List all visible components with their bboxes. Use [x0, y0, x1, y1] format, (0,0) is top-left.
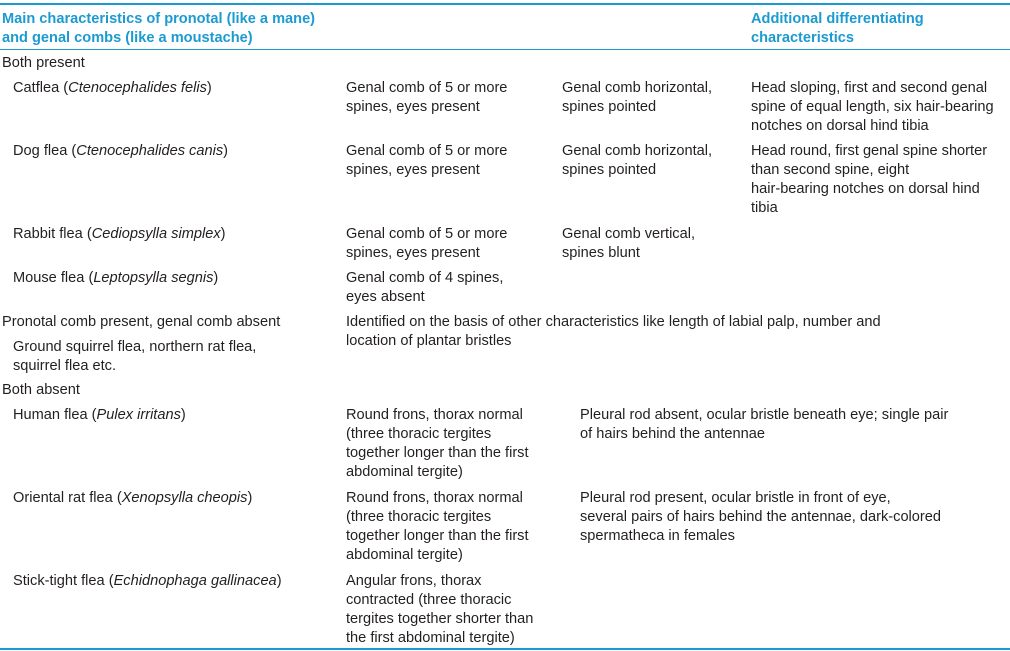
row-stickflea-name: Stick-tight flea (Echidnophaga gallinacea): [13, 573, 282, 589]
row-rabbitflea-name: Rabbit flea (Cediopsylla simplex): [13, 226, 226, 242]
row-mouseflea-col2: eyes absent: [346, 289, 425, 305]
row-ratflea-name: Oriental rat flea (Xenopsylla cheopis): [13, 490, 253, 506]
row-ratflea-col2: Round frons, thorax normal: [346, 490, 523, 506]
row-catflea-col4: Head sloping, first and second genal: [751, 80, 988, 96]
row-catflea-col2: Genal comb of 5 or more: [346, 80, 508, 96]
row-pronotal-name: squirrel flea etc.: [13, 358, 117, 374]
row-humanflea-col2: together longer than the first: [346, 445, 529, 461]
row-stickflea-col2: the first abdominal tergite): [346, 630, 515, 646]
header-col1-line1: Main characteristics of pronotal (like a mane): [2, 11, 316, 27]
row-pronotal-col2: location of plantar bristles: [346, 333, 512, 349]
scientific-name: Xenopsylla cheopis: [121, 490, 248, 506]
row-dogflea-col4: hair-bearing notches on dorsal hind: [751, 181, 980, 197]
row-catflea-col2: spines, eyes present: [346, 99, 480, 115]
row-ratflea-col3: Pleural rod present, ocular bristle in front of eye,: [580, 490, 891, 506]
row-dogflea-col4: Head round, first genal spine shorter: [751, 143, 988, 159]
row-stickflea-col2: tergites together shorter than: [346, 611, 534, 627]
row-ratflea-col2: abdominal tergite): [346, 547, 463, 563]
top-rule: [0, 3, 1010, 5]
row-humanflea-col3: Pleural rod absent, ocular bristle beneath eye; single pair: [580, 407, 949, 423]
scientific-name: Leptopsylla segnis: [93, 270, 214, 286]
row-catflea-col4: notches on dorsal hind tibia: [751, 118, 929, 134]
row-dogflea-col2: spines, eyes present: [346, 162, 480, 178]
row-humanflea-col2: abdominal tergite): [346, 464, 463, 480]
group-both-absent: Both absent: [2, 382, 80, 398]
row-mouseflea-name: Mouse flea (Leptopsylla segnis): [13, 270, 219, 286]
header-col1-line2: and genal combs (like a moustache): [2, 30, 253, 46]
header-col4-line1: Additional differentiating: [751, 11, 924, 27]
scientific-name: Ctenocephalides canis: [76, 143, 224, 159]
bottom-rule: [0, 648, 1010, 650]
row-humanflea-col3: of hairs behind the antennae: [580, 426, 766, 442]
row-mouseflea-col2: Genal comb of 4 spines,: [346, 270, 504, 286]
row-dogflea-col2: Genal comb of 5 or more: [346, 143, 508, 159]
row-humanflea-col2: (three thoracic tergites: [346, 426, 492, 442]
row-catflea-name: Catflea (Ctenocephalides felis): [13, 80, 212, 96]
row-rabbitflea-col2: spines, eyes present: [346, 245, 480, 261]
row-dogflea-col4: tibia: [751, 200, 778, 216]
row-stickflea-col2: contracted (three thoracic: [346, 592, 512, 608]
scientific-name: Cediopsylla simplex: [91, 226, 221, 242]
header-rule: [0, 49, 1010, 50]
row-humanflea-col2: Round frons, thorax normal: [346, 407, 523, 423]
row-ratflea-col2: (three thoracic tergites: [346, 509, 492, 525]
row-catflea-col4: spine of equal length, six hair-bearing: [751, 99, 994, 115]
row-ratflea-col3: spermatheca in females: [580, 528, 735, 544]
row-ratflea-col2: together longer than the first: [346, 528, 529, 544]
row-dogflea-col3: spines pointed: [562, 162, 657, 178]
row-catflea-col3: Genal comb horizontal,: [562, 80, 713, 96]
row-pronotal-name: Ground squirrel flea, northern rat flea,: [13, 339, 257, 355]
row-catflea-col3: spines pointed: [562, 99, 657, 115]
row-rabbitflea-col3: spines blunt: [562, 245, 640, 261]
scientific-name: Ctenocephalides felis: [68, 80, 207, 96]
scientific-name: Echidnophaga gallinacea: [113, 573, 277, 589]
row-dogflea-col3: Genal comb horizontal,: [562, 143, 713, 159]
row-rabbitflea-col2: Genal comb of 5 or more: [346, 226, 508, 242]
group-both-present: Both present: [2, 55, 85, 71]
row-humanflea-name: Human flea (Pulex irritans): [13, 407, 186, 423]
header-col4-line2: characteristics: [751, 30, 855, 46]
scientific-name: Pulex irritans: [96, 407, 181, 423]
group-pronotal-only: Pronotal comb present, genal comb absent: [2, 314, 281, 330]
row-dogflea-col4: than second spine, eight: [751, 162, 910, 178]
row-rabbitflea-col3: Genal comb vertical,: [562, 226, 696, 242]
row-ratflea-col3: several pairs of hairs behind the antennae, dark-colored: [580, 509, 942, 525]
row-pronotal-col2: Identified on the basis of other characteristics like length of labial palp, number and: [346, 314, 881, 330]
row-dogflea-name: Dog flea (Ctenocephalides canis): [13, 143, 228, 159]
row-stickflea-col2: Angular frons, thorax: [346, 573, 482, 589]
